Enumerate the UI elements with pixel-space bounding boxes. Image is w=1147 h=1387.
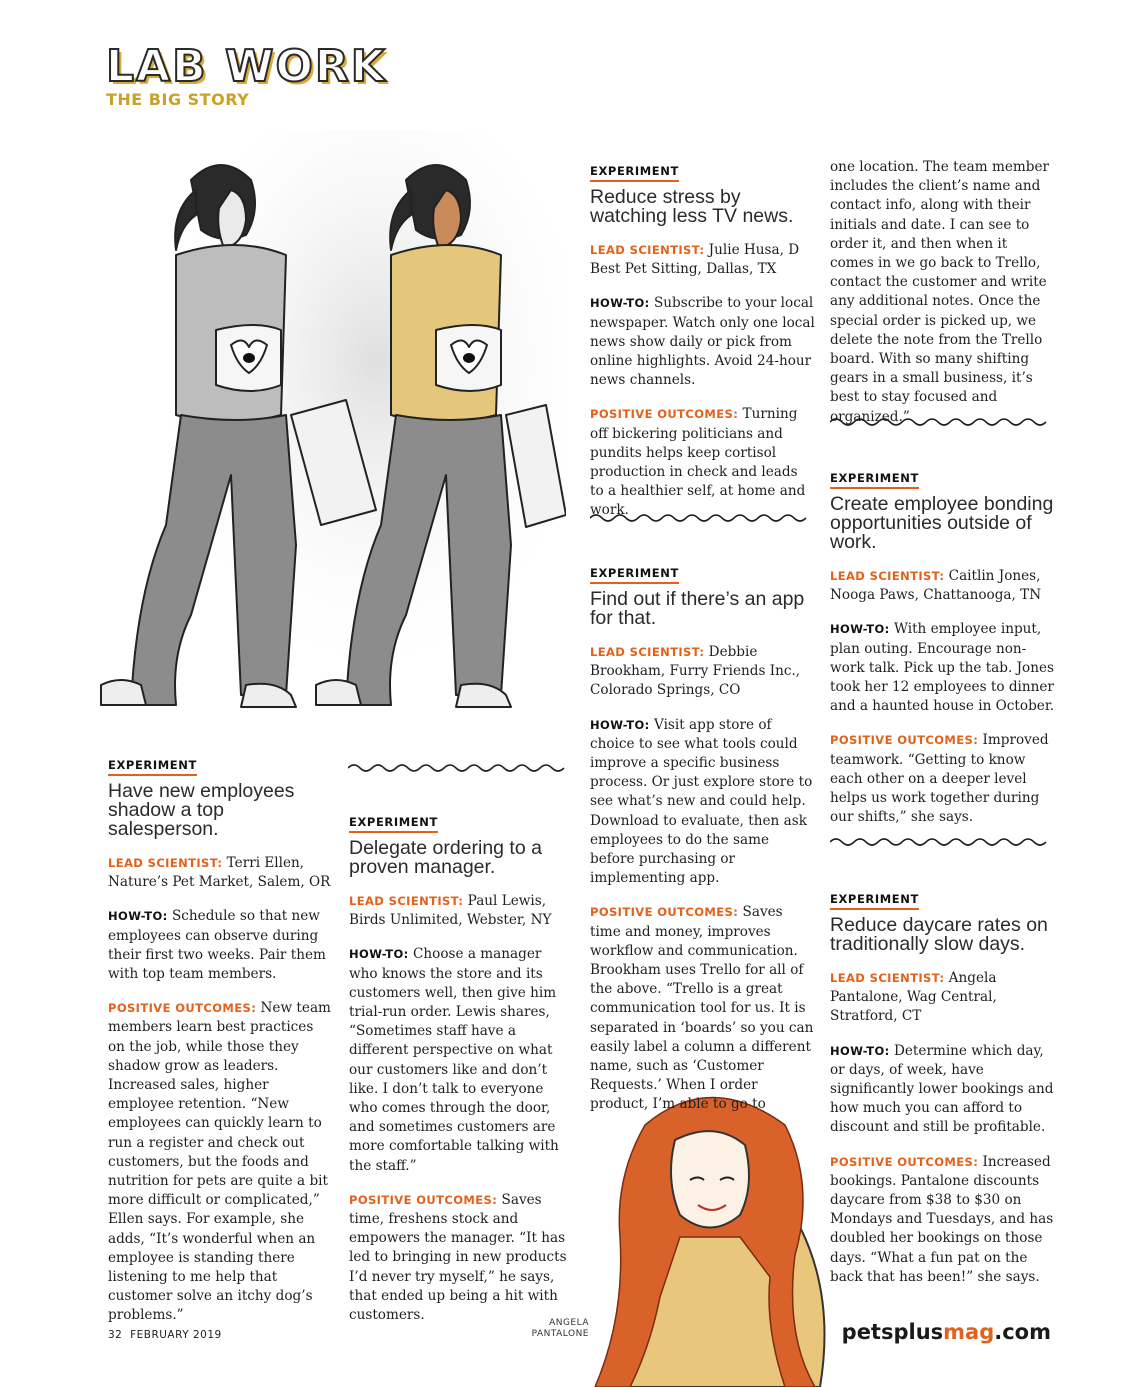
lead-scientist-text: Paul Lewis, Birds Unlimited, Webster, NY xyxy=(349,893,552,929)
lead-scientist-label: LEAD SCIENTIST: xyxy=(349,894,464,908)
site-url[interactable]: petsplusmag.com xyxy=(841,1320,1051,1344)
experiment-employee-bonding xyxy=(830,467,1055,827)
experiment-shadow-salesperson xyxy=(108,754,333,1326)
walking-employees-illustration xyxy=(96,130,566,730)
howto-text: Visit app store of choice to see what tools could improve a specific business process. Or just explore store to see what’s new and could help. Download to evaluate, then ask employees to do the same before purchasing or implementing app. xyxy=(590,716,813,887)
experiment-title: Create employee bonding opportunities outside of work. xyxy=(830,493,1054,553)
experiment-label: EXPERIMENT xyxy=(830,471,919,489)
lead-scientist-label: LEAD SCIENTIST: xyxy=(830,971,945,985)
outcomes-label: POSITIVE OUTCOMES: xyxy=(830,1154,979,1169)
howto-text: Schedule so that new employees can observe during their first two weeks. Pair them with top team members. xyxy=(108,908,326,983)
continuation-text: one location. The team member includes the client’s name and contact info, along with their initials and date. I can see to order it, and then when it comes in we go back to Trello, contact the customer and write any additional notes. Once the special order is picked up, we delete the note from the Trello board. With so many shifting gears in a small business, it’s best to stay focused and organized.” xyxy=(830,159,1050,425)
experiment-title: Delegate ordering to a proven manager. xyxy=(349,837,542,878)
experiment-reduce-daycare-rates xyxy=(830,888,1055,1287)
lead-scientist-text: Julie Husa, D Best Pet Sitting, Dallas, TX xyxy=(590,242,800,278)
howto-label: HOW-TO: xyxy=(349,947,409,962)
issue-date: FEBRUARY 2019 xyxy=(130,1329,222,1341)
lead-scientist-text: Debbie Brookham, Furry Friends Inc., Colorado Springs, CO xyxy=(590,644,801,699)
page-number: 32 xyxy=(108,1329,123,1341)
experiment-delegate-ordering xyxy=(349,811,574,1325)
lead-scientist-label: LEAD SCIENTIST: xyxy=(590,645,705,659)
outcomes-text: Improved teamwork. “Getting to know each other on a deeper level helps us work together during our shifts,” she says. xyxy=(830,732,1049,826)
outcomes-text: Turning off bickering politicians and pundits helps keep cortisol production in check and leads to a healthier self, at home and work. xyxy=(590,406,806,519)
lead-scientist-label: LEAD SCIENTIST: xyxy=(108,856,223,870)
lead-scientist-text: Angela Pantalone, Wag Central, Stratford, CT xyxy=(830,970,997,1025)
howto-text: Determine which day, or days, of week, have significantly lower bookings and how much you can afford to discount and still be profitable. xyxy=(830,1042,1054,1136)
howto-text: Choose a manager who knows the store and its customers well, then give him trial-run order. Lewis shares, “Sometimes staff have a different perspective on what our customers like and don’t like. I don’t talk to everyone who comes through the door, and sometimes customers are more comfortable talking with the staff.” xyxy=(349,946,559,1174)
experiment-label: EXPERIMENT xyxy=(830,892,919,910)
masthead xyxy=(106,41,387,109)
experiment-label: EXPERIMENT xyxy=(108,758,197,776)
howto-text: With employee input, plan outing. Encourage non-work talk. Pick up the tab. Jones took her 12 employees to dinner and a haunted house in October. xyxy=(830,621,1055,715)
outcomes-label: POSITIVE OUTCOMES: xyxy=(590,905,739,920)
outcomes-text: Saves time, freshens stock and empowers the manager. “It has led to bringing in new products I’d never try myself,” he says, that ended up being a hit with customers. xyxy=(349,1191,567,1324)
lead-scientist-label: LEAD SCIENTIST: xyxy=(830,569,945,583)
outcomes-label: POSITIVE OUTCOMES: xyxy=(108,1001,257,1016)
lead-scientist-text: Caitlin Jones, Nooga Paws, Chattanooga, TN xyxy=(830,568,1042,604)
outcomes-text: New team members learn best practices on the job, while those they shadow grow as leaders. Increased sales, higher employee retention. “New employees can quickly learn to run a register and check out customers, but the foods and nutrition for pets are quite a bit more difficult or complicated,” Ellen says. For example, she adds, “It’s wonderful when an employee is standing there listening to me help that customer solve an itchy dog’s problems.” xyxy=(108,1000,331,1324)
howto-label: HOW-TO: xyxy=(108,909,168,924)
section-subtitle: THE BIG STORY xyxy=(106,90,250,109)
wave-divider xyxy=(348,762,570,774)
outcomes-text: Increased bookings. Pantalone discounts daycare from $38 to $30 on Mondays and Tuesdays, and has doubled her bookings on those days. “What a fun pat on the back that has been!” she says. xyxy=(830,1153,1054,1285)
illustration-credit: ANGELA PANTALONE xyxy=(531,1318,589,1339)
wave-divider xyxy=(830,836,1052,848)
outcomes-text: Saves time and money, improves workflow and communication. Brookham uses Trello for all of the above. “Trello is a great communication tool for us. It is separated in ‘boards’ so you can easily label a column a different name, such as ‘Customer Requests.’ When I order product, I’m able to go to xyxy=(590,904,814,1113)
experiment-title: Reduce daycare rates on traditionally slow days. xyxy=(830,914,1048,955)
howto-label: HOW-TO: xyxy=(590,296,650,311)
experiment-title: Reduce stress by watching less TV news. xyxy=(590,186,794,227)
lead-scientist-label: LEAD SCIENTIST: xyxy=(590,243,705,257)
experiment-label: EXPERIMENT xyxy=(349,815,438,833)
experiment-app-for-that xyxy=(590,562,815,1115)
author-portrait-illustration xyxy=(580,1085,850,1387)
outcomes-label: POSITIVE OUTCOMES: xyxy=(590,407,739,422)
experiment-less-tv-news xyxy=(590,160,815,521)
experiment-label: EXPERIMENT xyxy=(590,566,679,584)
howto-label: HOW-TO: xyxy=(830,1043,890,1058)
page-folio xyxy=(108,1329,222,1341)
app-experiment-continuation xyxy=(830,158,1055,427)
experiment-title: Find out if there’s an app for that. xyxy=(590,588,805,629)
experiment-title: Have new employees shadow a top salesperson. xyxy=(108,780,295,840)
howto-label: HOW-TO: xyxy=(830,622,890,637)
lead-scientist-text: Terri Ellen, Nature’s Pet Market, Salem, OR xyxy=(108,855,331,891)
outcomes-label: POSITIVE OUTCOMES: xyxy=(830,733,979,748)
experiment-label: EXPERIMENT xyxy=(590,164,679,182)
wave-divider xyxy=(590,512,812,524)
outcomes-label: POSITIVE OUTCOMES: xyxy=(349,1192,498,1207)
howto-label: HOW-TO: xyxy=(590,717,650,732)
howto-text: Subscribe to your local newspaper. Watch only one local news show daily or pick from online highlights. Avoid 24-hour news channels. xyxy=(590,295,815,389)
section-title: LAB WORK xyxy=(106,41,387,92)
wave-divider xyxy=(830,416,1052,428)
